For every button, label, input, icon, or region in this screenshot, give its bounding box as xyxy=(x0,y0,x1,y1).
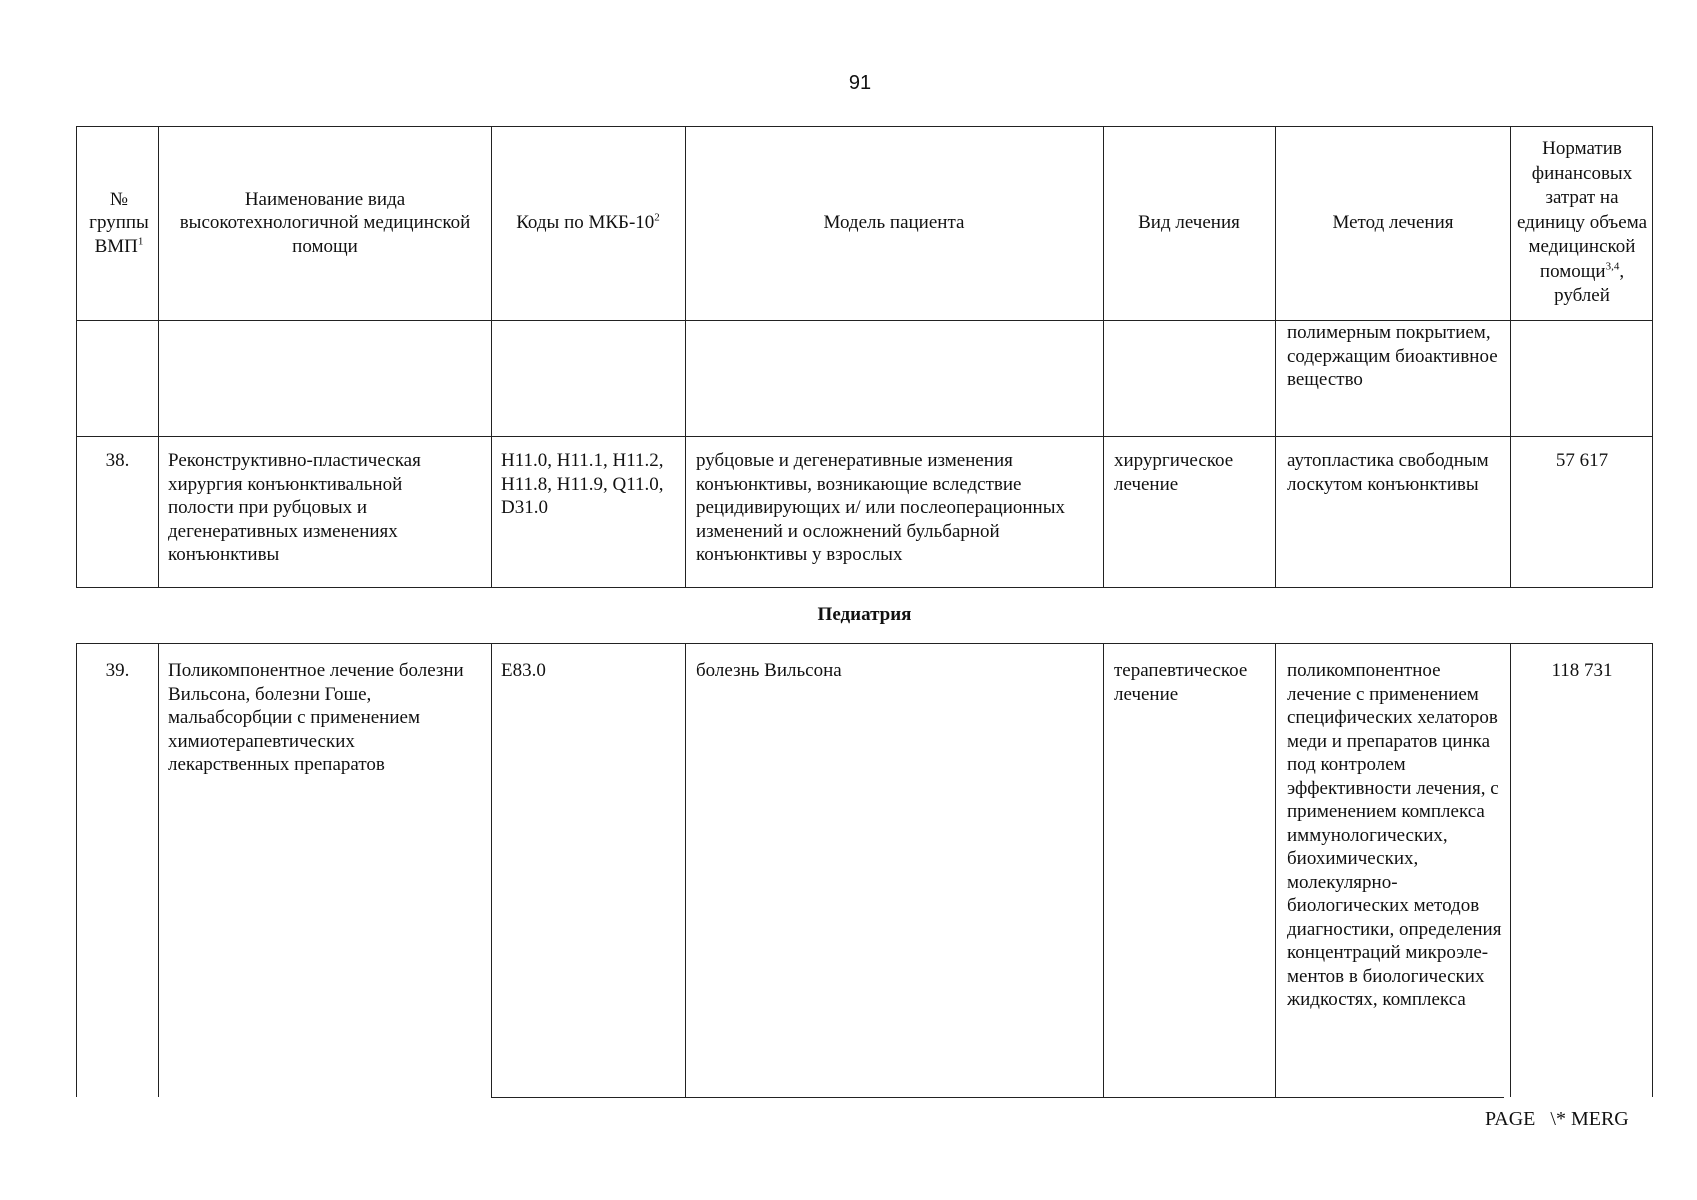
column-line xyxy=(1275,126,1276,587)
header-norm-text: Норматив финансовых затрат на единицу объема медицинской помощи xyxy=(1516,138,1648,282)
table-border-left xyxy=(76,126,77,587)
table-border-bottom xyxy=(491,1097,1504,1098)
table-border-left xyxy=(76,643,77,1097)
footnote-marker: 2 xyxy=(654,211,660,224)
row-treatment: хирургическое лечение xyxy=(1114,450,1234,495)
header-model-text: Модель пациента xyxy=(823,212,965,234)
header-group-no-text: № группы ВМП xyxy=(89,188,149,257)
footnote-marker: 3,4 xyxy=(1605,260,1620,273)
row-model: болезнь Вильсона xyxy=(696,660,842,681)
column-line xyxy=(491,126,492,587)
row-name: Поликомпонентное лечение болезни Вильсона, болезни Гоше, мальабсорбции с применением химиотерапевтических лекарственных препаратов xyxy=(168,660,464,775)
row-norm: 118 731 xyxy=(1551,660,1613,681)
row-codes: H11.0, H11.1, H11.2, H11.8, H11.9, Q11.0, D31.0 xyxy=(501,450,664,518)
row-name: Реконструктивно-пластическая хирургия конъюнктивальной полости при рубцовых и дегенеративных изменениях конъюнктивы xyxy=(168,450,421,565)
header-treatment-type-text: Вид лечения xyxy=(1138,212,1240,234)
table-border-right xyxy=(1652,126,1653,587)
continuation-method: полимерным покрытием, содержащим биоактивное вещество xyxy=(1287,322,1498,390)
row-method: аутопластика свободным лоскутом конъюнктивы xyxy=(1287,450,1489,495)
header-codes xyxy=(496,126,680,320)
footnote-marker: 1 xyxy=(137,235,144,248)
page-footer-field: PAGE \* MERG xyxy=(1485,1108,1629,1130)
table-border-right xyxy=(1652,643,1653,1097)
column-line xyxy=(491,643,492,1097)
header-norm-tail: , рублей xyxy=(1554,260,1625,307)
column-line xyxy=(158,126,159,587)
column-line xyxy=(158,643,159,1097)
row-method: поликомпонентное лечение с применением специфических хелаторов меди и препаратов цинка под контролем эффективности лечения, с применением комплекса иммунологических, биохимических, молекулярно-биологических методов диагностики, определения концентраций микроэле-ментов в биологических жидкостях, комплекса xyxy=(1287,660,1502,1010)
column-line xyxy=(1510,126,1511,587)
row-number: 39. xyxy=(105,660,130,681)
header-norm xyxy=(1512,126,1652,320)
page-number: 91 xyxy=(848,72,872,94)
column-line xyxy=(1275,643,1276,1097)
row-norm: 57 617 xyxy=(1555,450,1609,471)
header-name-text: Наименование вида высокотехнологичной медицинской помощи xyxy=(179,188,471,257)
column-line xyxy=(1103,126,1104,587)
column-line xyxy=(685,643,686,1097)
header-name xyxy=(164,126,486,320)
row-divider xyxy=(76,643,1653,644)
column-line xyxy=(1103,643,1104,1097)
header-method-text: Метод лечения xyxy=(1332,212,1454,234)
header-treatment-type xyxy=(1108,126,1270,320)
column-line xyxy=(685,126,686,587)
row-divider xyxy=(76,436,1653,437)
row-number: 38. xyxy=(105,450,130,471)
row-model: рубцовые и дегенеративные изменения конъюнктивы, возникающие вследствие рецидивирующих и/ или послеоперационных изменений и осложнений бульбарной конъюнктивы у взрослых xyxy=(696,450,1065,565)
section-title: Педиатрия xyxy=(817,604,912,625)
column-line xyxy=(1510,643,1511,1097)
header-method xyxy=(1280,126,1506,320)
header-group-no xyxy=(84,126,154,320)
header-codes-text: Коды по МКБ-10 xyxy=(516,212,655,234)
row-treatment: терапевтическое лечение xyxy=(1114,660,1248,705)
row-codes: E83.0 xyxy=(501,660,546,681)
header-model xyxy=(690,126,1098,320)
